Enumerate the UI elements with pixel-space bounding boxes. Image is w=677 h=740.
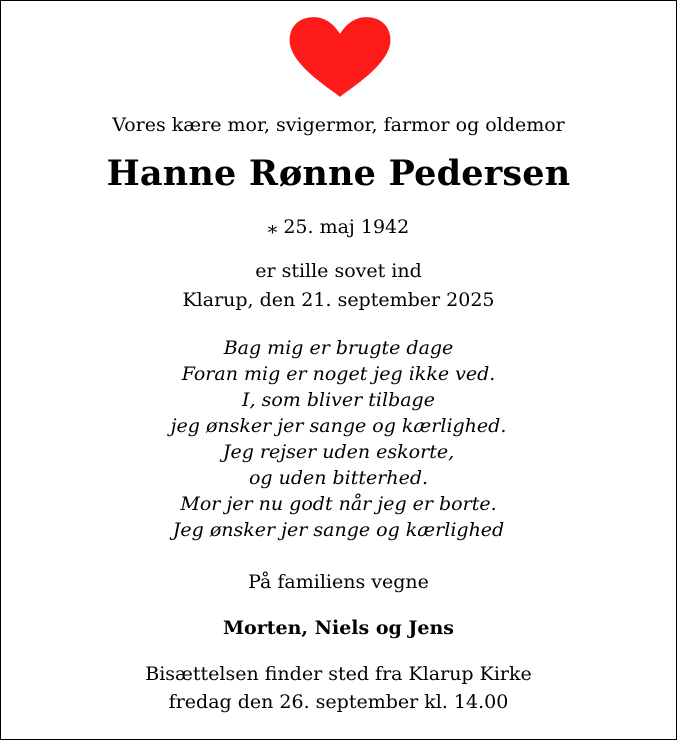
funeral-time: fredag den 26. september kl. 14.00: [168, 691, 509, 713]
poem-line: og uden bitterhed.: [248, 467, 429, 489]
deceased-name: Hanne Rønne Pedersen: [106, 153, 571, 194]
poem-line: Jeg rejser uden eskorte,: [222, 441, 455, 463]
birth-date: ⁎ 25. maj 1942: [267, 216, 410, 238]
poem-line: jeg ønsker jer sange og kærlighed.: [170, 415, 507, 437]
funeral-place: Bisættelsen finder sted fra Klarup Kirke: [145, 663, 532, 685]
poem: [1, 335, 676, 543]
intro-text: Vores kære mor, svigermor, farmor og oldemor: [112, 114, 565, 136]
poem-line: Bag mig er brugte dage: [223, 337, 454, 359]
poem-line: Jeg ønsker jer sange og kærlighed: [172, 519, 505, 541]
family-line: På familiens vegne: [248, 571, 429, 593]
children-names: Morten, Niels og Jens: [223, 617, 454, 639]
death-text: er stille sovet ind: [255, 260, 422, 282]
death-place-date: Klarup, den 21. september 2025: [182, 289, 495, 311]
poem-line: Foran mig er noget jeg ikke ved.: [181, 363, 496, 385]
poem-line: I, som bliver tilbage: [242, 389, 435, 411]
heart-icon: [287, 15, 393, 99]
poem-line: Mor jer nu godt når jeg er borte.: [180, 493, 497, 515]
